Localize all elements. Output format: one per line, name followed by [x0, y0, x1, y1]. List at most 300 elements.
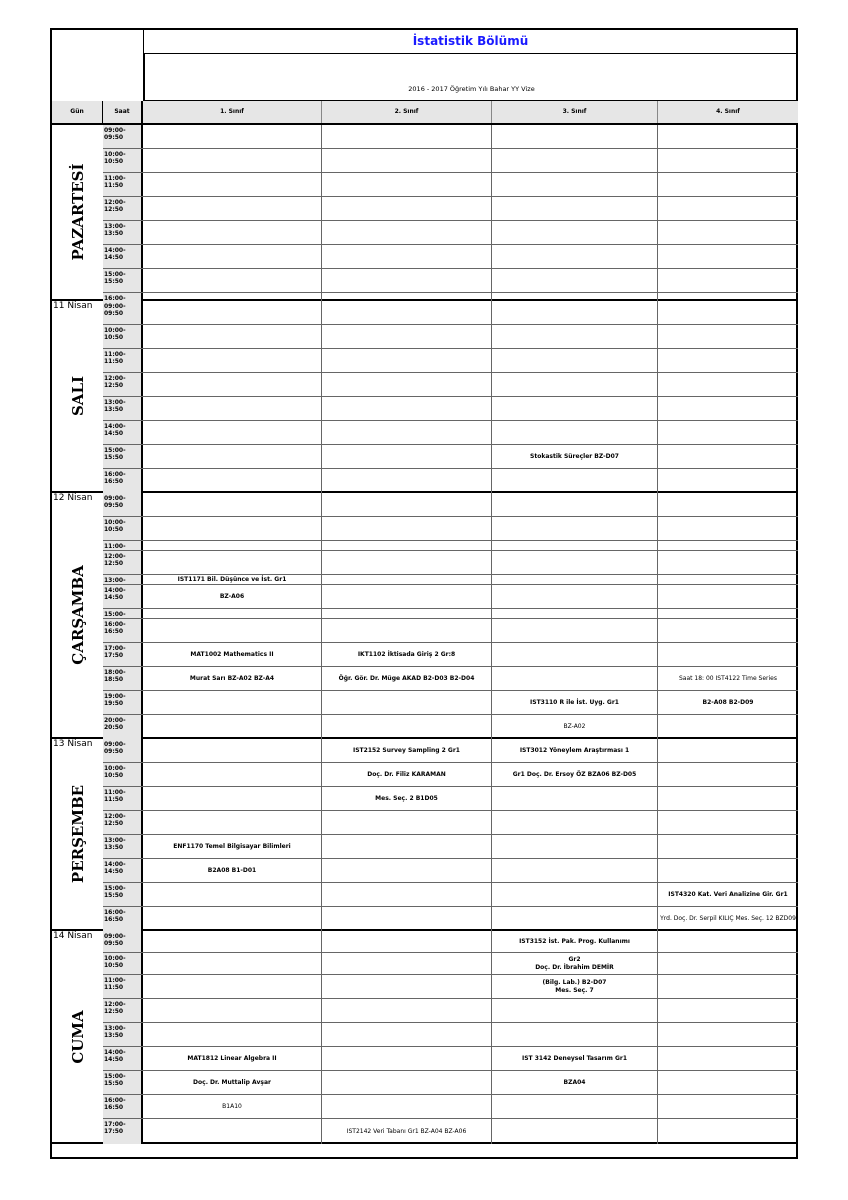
class-1-cell — [143, 883, 322, 906]
class-1-cell — [143, 221, 322, 244]
class-2-cell — [322, 293, 492, 301]
day-block — [52, 125, 798, 301]
time-slot: 10:00- 10:50 — [103, 149, 143, 172]
class-1-cell — [143, 975, 322, 998]
class-4-cell — [658, 931, 798, 952]
time-slot: 15:00- 15:50 — [103, 1071, 143, 1094]
schedule-row — [103, 125, 798, 149]
schedule-row — [103, 469, 798, 493]
day-block — [52, 493, 798, 739]
class-1-cell — [143, 445, 322, 468]
time-slot: 15:00- 15:50 — [103, 445, 143, 468]
class-4-cell — [658, 643, 798, 666]
day-column-header: Gün — [52, 101, 103, 123]
time-slot: 11:00- 11:50 — [103, 975, 143, 998]
class-3-cell: Gr1 Doç. Dr. Ersoy ÖZ BZA06 BZ-D05 — [492, 763, 658, 786]
column-header-row — [52, 101, 798, 125]
class-1-cell: BZ-A06 — [143, 585, 322, 608]
class-4-cell — [658, 1095, 798, 1118]
class-4-cell — [658, 125, 798, 148]
class-2-cell: Öğr. Gör. Dr. Müge AKAD B2-D03 B2-D04 — [322, 667, 492, 690]
time-slot: 12:00- 12:50 — [103, 373, 143, 396]
class-4-cell — [658, 859, 798, 882]
schedule-row — [103, 999, 798, 1023]
department-title: İstatistik Bölümü — [143, 30, 798, 54]
class-2-cell — [322, 445, 492, 468]
class-2-cell: Mes. Seç. 2 B1D05 — [322, 787, 492, 810]
class-3-cell: IST3012 Yöneylem Araştırması 1 — [492, 739, 658, 762]
class-4-cell — [658, 975, 798, 998]
time-slot: 10:00- 10:50 — [103, 763, 143, 786]
class-4-cell — [658, 541, 798, 550]
day-name: ÇARŞAMBA — [68, 565, 87, 665]
class-1-cell — [143, 999, 322, 1022]
class-2-cell — [322, 619, 492, 642]
schedule-row — [103, 907, 798, 931]
schedule-row — [103, 293, 798, 301]
class-1-cell — [143, 421, 322, 444]
schedule-row — [103, 975, 798, 999]
class-2-cell — [322, 325, 492, 348]
class-3-cell: IST3110 R ile İst. Uyg. Gr1 — [492, 691, 658, 714]
time-slot: 15:00- 15:50 — [103, 883, 143, 906]
day-name: SALI — [68, 375, 87, 417]
class-3-cell — [492, 173, 658, 196]
class-2-cell: Doç. Dr. Filiz KARAMAN — [322, 763, 492, 786]
class-4-cell — [658, 349, 798, 372]
schedule-row — [103, 835, 798, 859]
schedule-row — [103, 197, 798, 221]
class-1-cell — [143, 691, 322, 714]
class-1-cell — [143, 469, 322, 493]
class-4-cell — [658, 575, 798, 584]
time-slot: 16:00- — [103, 293, 143, 301]
time-slot: 15:00- — [103, 609, 143, 618]
class-1-cell — [143, 953, 322, 974]
class-3-cell — [492, 1023, 658, 1046]
time-slot: 13:00- 13:50 — [103, 397, 143, 420]
time-slot: 15:00- 15:50 — [103, 269, 143, 292]
class-3-cell: (Bilg. Lab.) B2-D07 Mes. Seç. 7 — [492, 975, 658, 998]
class-3-cell: BZ-A02 — [492, 715, 658, 739]
schedule-row — [103, 517, 798, 541]
schedule-row — [103, 643, 798, 667]
schedule-row — [103, 575, 798, 585]
schedule-row — [103, 397, 798, 421]
time-slot: 09:00- 09:50 — [103, 931, 143, 952]
time-slot: 14:00- 14:50 — [103, 1047, 143, 1070]
class-2-cell — [322, 859, 492, 882]
class-3-cell — [492, 221, 658, 244]
day-date: 12 Nisan — [53, 493, 93, 503]
schedule-row — [103, 859, 798, 883]
schedule-row — [103, 325, 798, 349]
class-3-cell — [492, 667, 658, 690]
class-3-cell — [492, 149, 658, 172]
class-4-cell — [658, 1071, 798, 1094]
schedule-row — [103, 787, 798, 811]
time-slot: 19:00- 19:50 — [103, 691, 143, 714]
class-4-cell — [658, 325, 798, 348]
schedule-row — [103, 585, 798, 609]
time-slot: 11:00- — [103, 541, 143, 550]
class-2-cell — [322, 953, 492, 974]
class-4-cell — [658, 1023, 798, 1046]
class-3-cell — [492, 541, 658, 550]
time-slot: 14:00- 14:50 — [103, 421, 143, 444]
time-slot: 13:00- — [103, 575, 143, 584]
class-3-cell — [492, 551, 658, 574]
time-slot: 16:00- 16:50 — [103, 469, 143, 493]
class-1-header: 1. Sınıf — [143, 101, 322, 123]
schedule-row — [103, 1095, 798, 1119]
time-slot: 16:00- 16:50 — [103, 907, 143, 931]
class-2-cell — [322, 1047, 492, 1070]
schedule-row — [103, 715, 798, 739]
schedule-row — [103, 931, 798, 953]
class-3-cell — [492, 517, 658, 540]
day-date: 13 Nisan — [53, 739, 93, 749]
class-2-cell — [322, 585, 492, 608]
schedule-row — [103, 245, 798, 269]
class-2-cell — [322, 999, 492, 1022]
class-4-cell: IST4320 Kat. Veri Analizine Gir. Gr1 — [668, 890, 788, 898]
class-4-cell — [658, 763, 798, 786]
class-1-cell — [143, 197, 322, 220]
schedule-row — [103, 349, 798, 373]
schedule-row — [103, 1071, 798, 1095]
class-2-header: 2. Sınıf — [322, 101, 492, 123]
schedule-row — [103, 763, 798, 787]
day-name: CUMA — [68, 1009, 87, 1064]
class-1-cell: MAT1812 Linear Algebra II — [143, 1047, 322, 1070]
day-block — [52, 931, 798, 1144]
class-3-cell: Stokastik Süreçler BZ-D07 — [492, 445, 658, 468]
class-3-cell — [492, 619, 658, 642]
class-2-cell: IST2142 Veri Tabanı Gr1 BZ-A04 BZ-A06 — [322, 1119, 492, 1144]
class-2-cell — [322, 835, 492, 858]
class-4-cell — [658, 301, 798, 324]
schedule-row — [103, 445, 798, 469]
class-3-cell — [492, 1095, 658, 1118]
class-2-cell — [322, 609, 492, 618]
class-2-cell — [322, 551, 492, 574]
class-4-cell — [658, 835, 798, 858]
schedule-row — [103, 1119, 798, 1144]
class-2-cell: IST2152 Survey Sampling 2 Gr1 — [322, 739, 492, 762]
class-2-cell — [322, 421, 492, 444]
class-1-cell — [143, 541, 322, 550]
class-3-cell — [492, 999, 658, 1022]
class-3-cell — [492, 197, 658, 220]
class-2-cell — [322, 691, 492, 714]
class-1-cell — [143, 551, 322, 574]
time-slot: 13:00- 13:50 — [103, 835, 143, 858]
class-4-cell — [658, 397, 798, 420]
class-1-cell — [143, 931, 322, 952]
class-3-cell — [492, 301, 658, 324]
class-1-cell — [143, 787, 322, 810]
class-1-cell: IST1171 Bil. Düşünce ve İst. Gr1 — [143, 575, 322, 584]
schedule-row — [103, 173, 798, 197]
class-2-cell — [322, 811, 492, 834]
term-subtitle: 2016 - 2017 Öğretim Yılı Bahar YY Vize — [143, 54, 798, 101]
class-3-cell — [492, 585, 658, 608]
class-3-cell — [492, 269, 658, 292]
day-name-cell — [52, 931, 104, 1142]
schedule-row — [103, 221, 798, 245]
class-2-cell — [322, 715, 492, 739]
class-3-cell — [492, 859, 658, 882]
class-4-cell: Saat 18: 00 IST4122 Time Series — [679, 674, 777, 682]
class-2-cell — [322, 149, 492, 172]
class-2-cell — [322, 883, 492, 906]
class-3-cell — [492, 643, 658, 666]
time-slot: 09:00- 09:50 — [103, 125, 143, 148]
class-4-cell: B2-A08 B2-D09 — [702, 698, 754, 706]
class-1-cell — [143, 149, 322, 172]
schedule-row — [103, 691, 798, 715]
time-slot: 09:00- 09:50 — [103, 301, 143, 324]
schedule-row — [103, 953, 798, 975]
class-2-cell — [322, 1023, 492, 1046]
class-1-cell: Doç. Dr. Muttalip Avşar — [143, 1071, 322, 1094]
time-slot: 14:00- 14:50 — [103, 859, 143, 882]
class-3-cell — [492, 293, 658, 301]
time-slot: 13:00- 13:50 — [103, 221, 143, 244]
class-3-cell — [492, 421, 658, 444]
class-3-cell — [492, 349, 658, 372]
class-4-cell — [658, 173, 798, 196]
class-2-cell — [322, 373, 492, 396]
time-slot: 12:00- 12:50 — [103, 197, 143, 220]
class-1-cell: B2A08 B1-D01 — [143, 859, 322, 882]
class-2-cell — [322, 975, 492, 998]
class-2-cell — [322, 269, 492, 292]
class-4-cell — [658, 787, 798, 810]
day-name-cell — [52, 739, 104, 929]
class-1-cell — [143, 325, 322, 348]
time-slot: 09:00- 09:50 — [103, 493, 143, 516]
day-name-cell — [52, 301, 104, 491]
time-slot: 12:00- 12:50 — [103, 811, 143, 834]
schedule-row — [103, 739, 798, 763]
class-3-cell: BZA04 — [492, 1071, 658, 1094]
time-slot: 10:00- 10:50 — [103, 517, 143, 540]
class-3-cell — [492, 907, 658, 931]
class-4-cell — [658, 1047, 798, 1070]
schedule-row — [103, 373, 798, 397]
time-slot: 17:00- 17:50 — [103, 643, 143, 666]
class-1-cell — [143, 173, 322, 196]
class-4-cell — [658, 373, 798, 396]
class-3-cell: IST3152 İst. Pak. Prog. Kullanımı — [492, 931, 658, 952]
class-3-cell: IST 3142 Deneysel Tasarım Gr1 — [492, 1047, 658, 1070]
class-1-cell — [143, 493, 322, 516]
class-3-cell — [492, 469, 658, 493]
class-4-cell — [658, 715, 798, 739]
class-1-cell: Murat Sarı BZ-A02 BZ-A4 — [143, 667, 322, 690]
time-slot: 11:00- 11:50 — [103, 787, 143, 810]
schedule-row — [103, 421, 798, 445]
class-2-cell — [322, 125, 492, 148]
day-date: 14 Nisan — [53, 931, 93, 941]
class-2-cell — [322, 301, 492, 324]
class-4-cell — [658, 245, 798, 268]
class-1-cell — [143, 763, 322, 786]
schedule-row — [103, 811, 798, 835]
time-slot: 17:00- 17:50 — [103, 1119, 143, 1144]
class-1-cell: ENF1170 Temel Bilgisayar Bilimleri — [143, 835, 322, 858]
class-4-header: 4. Sınıf — [716, 108, 740, 115]
class-4-cell — [658, 609, 798, 618]
class-1-cell: B1A10 — [143, 1095, 322, 1118]
class-4-cell — [658, 269, 798, 292]
class-4-cell — [658, 811, 798, 834]
class-4-cell — [658, 551, 798, 574]
schedule-row — [103, 609, 798, 619]
schedule-row — [103, 667, 798, 691]
class-2-cell — [322, 931, 492, 952]
class-3-cell — [492, 325, 658, 348]
class-4-cell — [658, 493, 798, 516]
class-1-cell — [143, 739, 322, 762]
class-1-cell: MAT1002 Mathematics II — [143, 643, 322, 666]
class-4-cell — [658, 999, 798, 1022]
class-2-cell — [322, 397, 492, 420]
class-4-cell — [658, 953, 798, 974]
time-slot: 13:00- 13:50 — [103, 1023, 143, 1046]
class-1-cell — [143, 397, 322, 420]
class-3-cell — [492, 609, 658, 618]
class-1-cell — [143, 269, 322, 292]
day-name: PERŞEMBE — [68, 784, 87, 884]
time-slot: 14:00- 14:50 — [103, 245, 143, 268]
class-2-cell — [322, 469, 492, 493]
class-3-cell: Gr2 Doç. Dr. İbrahim DEMİR — [492, 953, 658, 974]
day-date: 11 Nisan — [53, 301, 93, 311]
class-4-cell — [658, 585, 798, 608]
class-3-cell — [492, 397, 658, 420]
class-2-cell — [322, 493, 492, 516]
time-slot: 11:00- 11:50 — [103, 173, 143, 196]
class-4-cell — [658, 445, 798, 468]
class-2-cell — [322, 1071, 492, 1094]
time-slot: 18:00- 18:50 — [103, 667, 143, 690]
class-4-cell — [658, 221, 798, 244]
class-4-cell — [658, 149, 798, 172]
schedule-row — [103, 541, 798, 551]
class-4-cell — [658, 1119, 798, 1144]
class-1-cell — [143, 715, 322, 739]
class-1-cell — [143, 373, 322, 396]
class-2-cell — [322, 173, 492, 196]
time-slot: 12:00- 12:50 — [103, 999, 143, 1022]
class-1-cell — [143, 245, 322, 268]
schedule-row — [103, 1047, 798, 1071]
class-2-cell — [322, 907, 492, 931]
class-2-cell — [322, 197, 492, 220]
class-1-cell — [143, 125, 322, 148]
class-2-cell — [322, 517, 492, 540]
class-4-cell — [658, 739, 798, 762]
time-slot: 20:00- 20:50 — [103, 715, 143, 739]
exam-schedule-sheet — [50, 28, 798, 1159]
class-3-cell — [492, 811, 658, 834]
class-4-cell — [658, 619, 798, 642]
schedule-row — [103, 301, 798, 325]
class-1-cell — [143, 349, 322, 372]
class-1-cell — [143, 907, 322, 931]
class-3-cell — [492, 787, 658, 810]
time-slot: 14:00- 14:50 — [103, 585, 143, 608]
class-3-cell — [492, 835, 658, 858]
class-4-cell — [658, 469, 798, 493]
class-3-cell — [492, 373, 658, 396]
day-name: PAZARTESİ — [68, 163, 87, 261]
class-1-cell — [143, 1023, 322, 1046]
time-slot: 16:00- 16:50 — [103, 1095, 143, 1118]
day-block — [52, 739, 798, 931]
class-3-cell — [492, 125, 658, 148]
schedule-row — [103, 883, 798, 907]
time-slot: 10:00- 10:50 — [103, 953, 143, 974]
day-name-cell — [52, 493, 104, 737]
class-4-cell: Yrd. Doç. Dr. Serpil KILIÇ Mes. Seç. 12 BZD09 — [660, 915, 796, 923]
time-slot: 10:00- 10:50 — [103, 325, 143, 348]
class-4-cell — [658, 293, 798, 301]
time-slot: 09:00- 09:50 — [103, 739, 143, 762]
class-2-cell — [322, 221, 492, 244]
schedule-row — [103, 493, 798, 517]
class-3-cell — [492, 883, 658, 906]
class-2-cell — [322, 245, 492, 268]
top-left-blank-cell — [52, 30, 144, 101]
class-4-cell — [658, 421, 798, 444]
class-1-cell — [143, 619, 322, 642]
schedule-row — [103, 619, 798, 643]
class-1-cell — [143, 293, 322, 301]
class-4-cell — [658, 517, 798, 540]
time-slot: 16:00- 16:50 — [103, 619, 143, 642]
class-3-cell — [492, 493, 658, 516]
class-2-cell: IKT1102 İktisada Giriş 2 Gr:8 — [322, 643, 492, 666]
schedule-row — [103, 1023, 798, 1047]
class-2-cell — [322, 349, 492, 372]
class-4-cell — [658, 197, 798, 220]
class-1-cell — [143, 517, 322, 540]
class-3-header: 3. Sınıf — [492, 101, 658, 123]
day-name-cell — [52, 125, 104, 299]
class-3-cell — [492, 575, 658, 584]
time-slot: 11:00- 11:50 — [103, 349, 143, 372]
class-1-cell — [143, 811, 322, 834]
class-1-cell — [143, 609, 322, 618]
time-slot: 12:00- 12:50 — [103, 551, 143, 574]
schedule-row — [103, 149, 798, 173]
class-3-cell — [492, 1119, 658, 1144]
class-1-cell — [143, 1119, 322, 1144]
class-2-cell — [322, 541, 492, 550]
class-2-cell — [322, 575, 492, 584]
class-1-cell — [143, 301, 322, 324]
class-2-cell — [322, 1095, 492, 1118]
class-3-cell — [492, 245, 658, 268]
time-column-header: Saat — [103, 101, 143, 123]
day-block — [52, 301, 798, 493]
schedule-row — [103, 551, 798, 575]
schedule-row — [103, 269, 798, 293]
